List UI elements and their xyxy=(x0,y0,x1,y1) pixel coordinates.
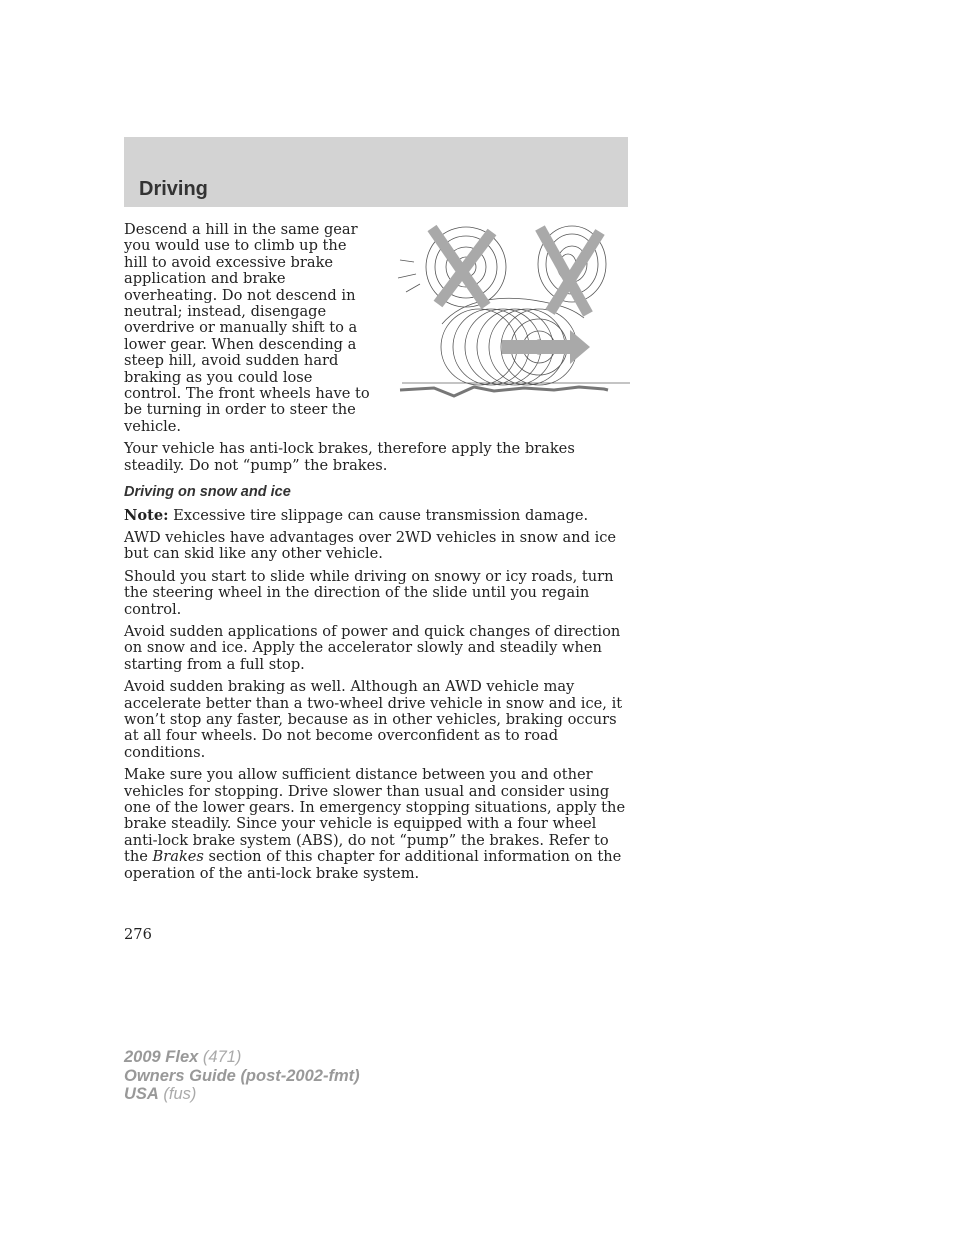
braking-paragraph: Avoid sudden braking as well. Although an AWD vehicle may accelerate better than a two-wheel drive vehicle in snow and ice, it won’t stop any faster, because as in other vehicles, braking occurs at all four wheels. Do not become overconfident as to road conditions. xyxy=(124,678,623,761)
footer-model-code: (471) xyxy=(198,1048,242,1066)
note-label: Note: xyxy=(124,506,169,524)
footer-line-region xyxy=(124,1085,360,1104)
intro-paragraph: Descend a hill in the same gear you would use to climb up the hill to avoid excessive brake application and brake overheating. Do not descend in neutral; instead, disengage overdrive or manually shift to a lower gear. When descending a steep hill, avoid sudden hard braking as you could lose control. The front wheels have to be turning in order to steer the vehicle. xyxy=(124,221,370,435)
section-heading: Driving on snow and ice xyxy=(124,484,291,501)
distance-text-end: section of this chapter for additional information on the operation of the anti-lock brake system. xyxy=(124,848,622,882)
intro-section xyxy=(124,222,630,435)
brakes-reference: Brakes xyxy=(152,848,204,866)
footer-guide: Owners Guide (post-2002-fmt) xyxy=(124,1066,360,1085)
wheel-braking-illustration-icon xyxy=(394,222,634,407)
chapter-header xyxy=(124,137,628,207)
note-text: Excessive tire slippage can cause transmission damage. xyxy=(168,506,589,524)
footer-line-model xyxy=(124,1048,360,1067)
document-footer xyxy=(124,1048,360,1104)
abs-paragraph: Your vehicle has anti-lock brakes, therefore apply the brakes steadily. Do not “pump” the brakes. xyxy=(124,440,575,474)
note-paragraph xyxy=(124,508,630,524)
footer-line-guide xyxy=(124,1067,360,1086)
footer-region-code: (fus) xyxy=(158,1085,197,1103)
page-number: 276 xyxy=(124,926,152,943)
slide-paragraph: Should you start to slide while driving on snowy or icy roads, turn the steering wheel in the direction of the slide until you regain control. xyxy=(124,567,614,618)
awd-paragraph: AWD vehicles have advantages over 2WD vehicles in snow and ice but can skid like any other vehicle. xyxy=(124,528,617,563)
footer-region: USA xyxy=(124,1085,159,1103)
distance-paragraph xyxy=(124,767,630,882)
chapter-title: Driving xyxy=(139,178,208,200)
footer-model: 2009 Flex xyxy=(124,1048,199,1066)
page-content xyxy=(124,222,630,888)
power-paragraph: Avoid sudden applications of power and quick changes of direction on snow and ice. Apply the accelerator slowly and steadily when starting from a full stop. xyxy=(124,622,621,673)
distance-text-start: Make sure you allow sufficient distance between you and other vehicles for stopping. Drive slower than usual and consider using one of the lower gears. In emergency stopping situations, apply the brake steadily. Since your vehicle is equipped with a four wheel anti-lock brake system (ABS), do not “pump” the brakes. Refer to the xyxy=(124,766,626,866)
